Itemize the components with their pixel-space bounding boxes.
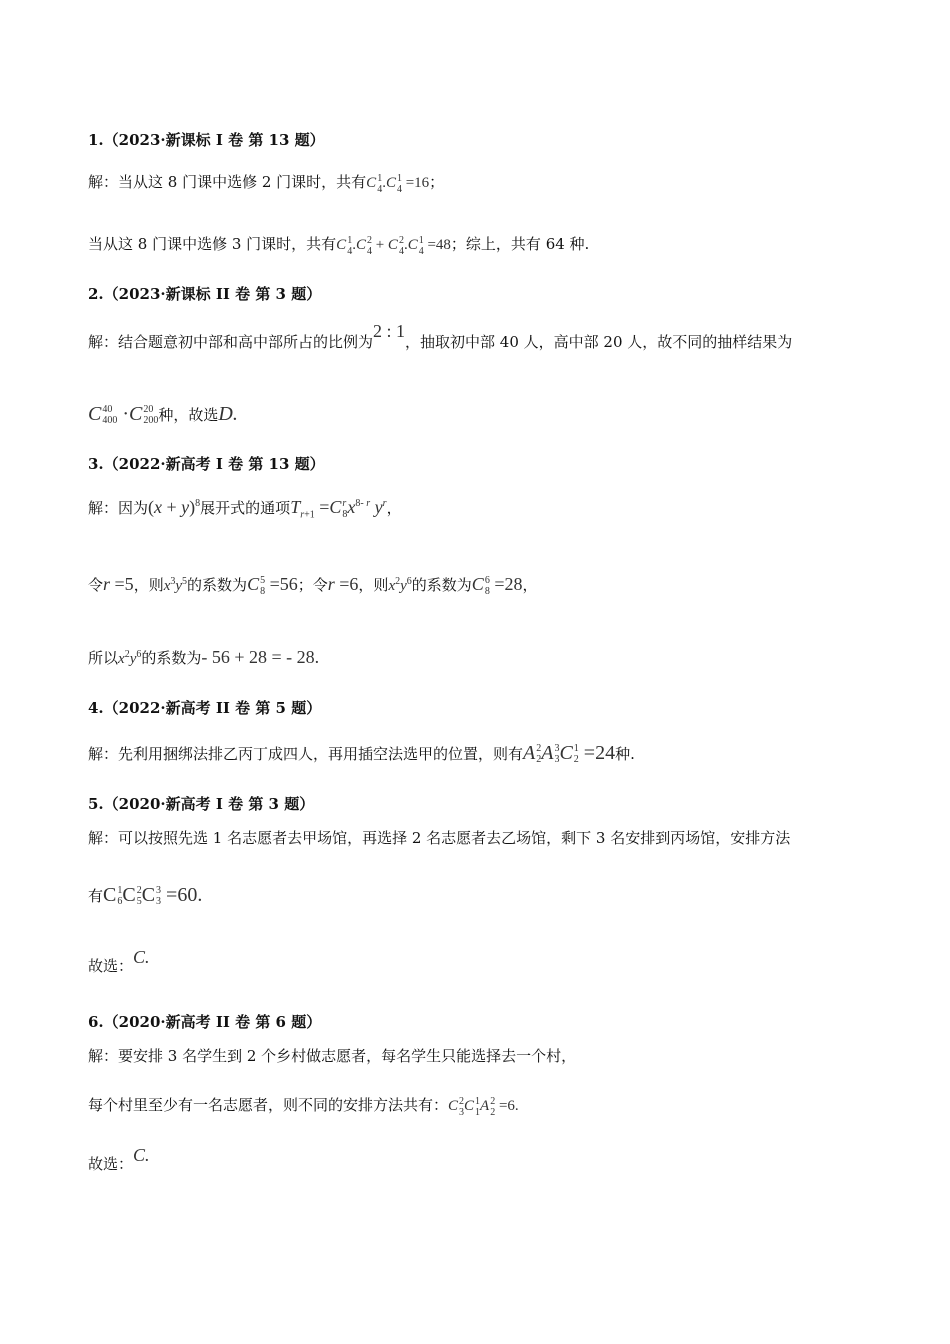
text: ， [386, 499, 402, 517]
problem-5-line-2 [88, 885, 202, 907]
text: 每个村里至少有一名志愿者，则不同的安排方法共有： [88, 1096, 449, 1114]
problem-5-line-3 [88, 947, 150, 976]
problem-6-line-1: 解：要安排 3 名学生到 2 个乡村做志愿者，每名学生只能选择去一个村， [88, 1047, 577, 1065]
problem-1-line-1 [88, 172, 444, 195]
problem-3-header: 3.（2022·新高考 I 卷 第 13 题） [88, 455, 325, 473]
formula: C 2 3 C 1 1 A 2 2 =6. [448, 1095, 519, 1118]
text: ； [429, 173, 445, 191]
problem-1-header: 1.（2023·新课标 I 卷 第 13 题） [88, 131, 325, 149]
problem-6-line-2 [88, 1095, 519, 1118]
problem-6-line-3 [88, 1145, 150, 1174]
text: 展开式的通项 [200, 499, 291, 517]
text: 故选： [88, 1155, 134, 1173]
text: ，抽取初中部 40 人，高中部 20 人，故不同的抽样结果为 [405, 333, 793, 351]
formula: A 2 2 A 3 3 C 1 2 =24 [523, 742, 616, 766]
formula: r =5 [103, 574, 134, 594]
problem-3-line-3: 所以$x^2y^6$的系数为- 56 + 28 = - 28. [88, 647, 320, 667]
formula: C 1 4 .C 2 4 + C 2 4 .C 1 4 =48 [336, 234, 451, 257]
problem-1-line-2 [88, 234, 589, 257]
problem-4-line-1 [88, 743, 635, 765]
problem-5-header: 5.（2020·新高考 I 卷 第 3 题） [88, 795, 315, 813]
formula: C 40 400 ·C 20 200 [88, 403, 159, 427]
problem-5-line-1: 解：可以按照先选 1 名志愿者去甲场馆，再选择 2 名志愿者去乙场馆，剩下 3 名安排到丙场馆，安排方法 [88, 829, 791, 847]
formula: r =6 [327, 574, 359, 594]
formula: $T_{r+1} =C$ r 8 $x^{8- r}$ $y^r$ [290, 497, 387, 521]
text: ；综上，共有 64 种. [450, 235, 590, 253]
problem-3-line-2: 令r =5，则$x^3y^5$的系数为C 5 8 =56；令r =6，则$x^2y^6$的系数为C 6 8 =28， [88, 574, 538, 597]
text: 解：结合题意初中部和高中部所占的比例为 [88, 333, 374, 351]
problem-3-line-1 [88, 497, 402, 520]
formula: $x^3y^5$ [163, 576, 188, 594]
formula: C 5 8 =56 [247, 574, 298, 597]
text: 故选： [88, 957, 134, 975]
formula: $x^2y^6$ [388, 576, 412, 594]
problem-6-header: 6.（2020·新高考 II 卷 第 6 题） [88, 1013, 322, 1031]
problem-4-header: 4.（2022·新高考 II 卷 第 5 题） [88, 699, 322, 717]
text: 当从这 8 门课中选修 3 门课时，共有 [88, 235, 337, 253]
text: 种. [615, 745, 635, 763]
formula: C 6 8 =28 [471, 574, 523, 597]
formula: 2 : 1 [373, 321, 406, 341]
text: 解：当从这 8 门课中选修 2 门课时，共有 [88, 173, 367, 191]
formula: C 1 4 .C 1 4 =16 [366, 172, 430, 195]
problem-2-header: 2.（2023·新课标 II 卷 第 3 题） [88, 285, 322, 303]
formula: $x^2y^6$ [118, 649, 142, 667]
formula: - 56 + 28 = - 28. [201, 647, 320, 667]
problem-2-line-2 [88, 404, 238, 426]
formula: $(x + y)^8$ [148, 497, 201, 517]
answer: C. [133, 1145, 150, 1165]
problem-2-line-1 [88, 321, 793, 352]
answer: D. [218, 403, 238, 425]
formula: C 1 6 C 2 5 C 3 3 =60. [103, 884, 203, 908]
answer: C. [133, 947, 150, 967]
text: 解：因为 [88, 499, 149, 517]
text: 有 [88, 887, 104, 905]
text: 解：先利用捆绑法排乙丙丁成四人，再用插空法选甲的位置，则有 [88, 745, 524, 763]
text: 种，故选 [158, 406, 219, 424]
